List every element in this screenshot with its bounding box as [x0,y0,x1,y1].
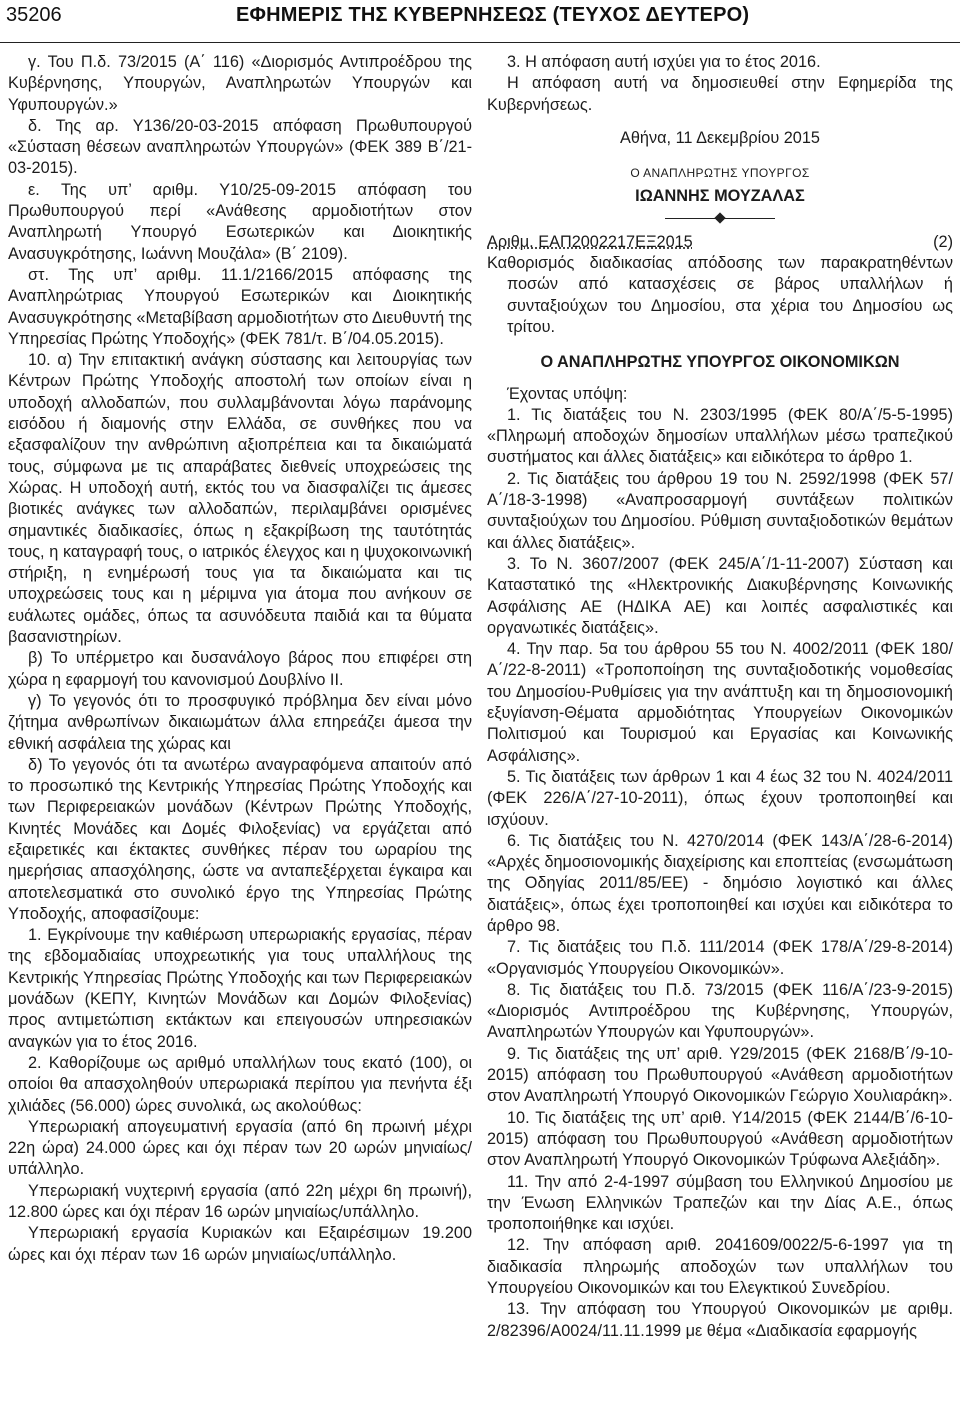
paragraph: 1. Εγκρίνουμε την καθιέρωση υπερωριακής εργασίας, πέραν της εβδομαδιαίας υποχρεωτικής για τους υπαλλήλους της Κεντρικής Υπηρεσίας Πρώτης Υποδοχής και των Περιφερειακών μονάδων (ΚΕΠΥ, Κινητών Μονάδων και Δομών Φιλοξενίας) προς αντιμετώπιση εκτάκτων και επειγουσών υπηρεσιακών αναγκών για το έτος 2016. [8,926,472,1051]
signatory-name: ΙΩΑΝΝΗΣ ΜΟΥΖΑΛΑΣ [635,187,805,206]
paragraph: Υπερωριακή νυχτερινή εργασία (από 22η μέχρι 6η πρωινή), 12.800 ώρες και όχι πέραν 16 ωρών μηνιαίως/υπάλληλο. [8,1181,472,1222]
paragraph: Υπερωριακή απογευματινή εργασία (από 6η πρωινή μέχρι 22η ώρα) 24.000 ώρες και όχι πέραν των 20 ωρών μηνιαίως/υπάλληλο. [8,1117,472,1179]
document-index: (2) [933,232,953,251]
document-heading [487,232,953,253]
paragraph: 10. α) Την επιτακτική ανάγκη σύστασης και λειτουργίας των Κέντρων Πρώτης Υποδοχής αποστολή των οποίων είναι η υποδοχή αλλοδαπών, που συλλαμβάνονται λόγω παράνομης εισόδου ή διαμονής στην Ελλάδα, σε συνθήκες που να εξασφαλίζουν την ανθρώπινη αξιοπρέπεια και τα δικαιώματά τους, σύμφωνα με τις απαράβατες διεθνείς υποχρεώσεις της Χώρας. Η υποδοχή αυτή, εκτός του να διασφαλίζει τις άμεσες βιοτικές ανάγκες των αλλοδαπών, περιλαμβάνει ορισμένες σημαντικές διαδικασίες, όπως η εξακρίβωση της ταυτότητάς τους, η καταγραφή τους, ο ιατρικός έλεγχος και η ψυχοκοινωνική στήριξη, η ενημέρωσή τους για τα δικαιώματα και τις υποχρεώσεις τους και η μέριμνα για άτομα που ανήκουν σε ευάλωτες ομάδες, όπως τα ασυνόδευτα παιδιά και τα θύματα βασανιστηρίων. [8,351,472,647]
list-item: 2. Τις διατάξεις του άρθρου 19 του Ν. 2592/1998 (ΦΕΚ 57/Α΄/18-3-1998) «Αναπροσαρμογή συντάξεων πολιτικών συνταξιούχων του Δημοσίου. Ρύθμιση συνταξιοδοτικών θεμάτων και άλλες διατάξεις». [487,469,953,552]
document-number: Αριθμ. ΕΑΠ2002217ΕΞ2015 [487,232,693,251]
list-item: 7. Τις διατάξεις του Π.δ. 111/2014 (ΦΕΚ 178/Α΄/29-8-2014) «Οργανισμός Υπουργείου Οικονομικών». [487,938,953,978]
paragraph: γ) Το γεγονός ότι το προσφυγικό πρόβλημα δεν είναι μόνο ζήτημα ανθρωπίνων δικαιωμάτων άλλα επηρεάζει άμεσα την εθνική ασφάλεια της χώρας και [8,691,472,753]
paragraph: Υπερωριακή εργασία Κυριακών και Εξαιρέσιμων 19.200 ώρες και όχι πέραν των 16 ωρών μηνιαίως/υπάλληλο. [8,1224,472,1264]
having-regard: Έχοντας υπόψη: [507,384,628,403]
paragraph: στ. Της υπ’ αριθμ. 11.1/2166/2015 απόφασης της Αναπληρώτριας Υπουργού Εσωτερικών και Διοικητικής Ανασυγκρότησης «Μεταβίβαση αρμοδιοτήτων στο Διευθυντή της Υπηρεσίας Πρώτης Υποδοχής» (ΦΕΚ 781/τ. Β΄/04.05.2015). [8,265,472,348]
paragraph: β) Το υπέρμετρο και δυσανάλογο βάρος που επιφέρει στη χώρα η εφαρμογή του κανονισμού Δουβλίνο ΙΙ. [8,649,472,689]
page-number: 35206 [6,4,62,26]
authority-heading: Ο ΑΝΑΠΛΗΡΩΤΗΣ ΥΠΟΥΡΓΟΣ ΟΙΚΟΝΟΜΙΚΩΝ [540,353,900,372]
signatory-title: Ο ΑΝΑΠΛΗΡΩΤΗΣ ΥΠΟΥΡΓΟΣ [630,166,810,181]
journal-title: ΕΦΗΜΕΡΙΣ ΤΗΣ ΚΥΒΕΡΝΗΣΕΩΣ (ΤΕΥΧΟΣ ΔΕΥΤΕΡΟ) [236,4,750,26]
paragraph: Η απόφαση αυτή να δημοσιευθεί στην Εφημερίδα της Κυβερνήσεως. [487,74,953,114]
paragraph: δ) Το γεγονός ότι τα ανωτέρω αναγραφόμενα απαιτούν από το προσωπικό της Κεντρικής Υπηρεσίας Πρώτης Υποδοχής και των Περιφερειακών μονάδων (Κέντρων Πρώτης Υποδοχής, Κινητές Μονάδες και Δομές Φιλοξενίας) να εργάζεται από εξαιρετικές και έκτακτες συνθήκες πέραν του ωραρίου της ημερήσιας απασχόλησης, ώστε να ανταπεξέρχεται έγκαιρα και αποτελεσματικά στο συνολικό έργο της Υπηρεσίας Πρώτης Υποδοχής, αποφασίζουμε: [8,755,472,923]
list-item: 4. Την παρ. 5α του άρθρου 55 του Ν. 4002/2011 (ΦΕΚ 180/Α΄/22-8-2011) «Τροποποίηση της συνταξιοδοτικής νομοθεσίας του Δημοσίου-Ρυθμίσεις για την ανάπτυξη και τη δημοσιονομική εξυγίανση-Θέματα αρμοδιότητας Υπουργείων Οικονομικών Πολιτισμού και Τουρισμού και Εργασίας και Κοινωνικής Ασφάλισης». [487,640,953,765]
list-item: 13. Την απόφαση του Υπουργού Οικονομικών με αριθμ. 2/82396/Α0024/11.11.1999 με θέμα «Διαδικασία εφαρμογής [487,1300,953,1340]
list-item: 5. Τις διατάξεις των άρθρων 1 και 4 έως 32 του Ν. 4024/2011 (ΦΕΚ 226/Α΄/27-10-2011), όπως έχουν τροποποιηθεί και ισχύουν. [487,767,953,829]
paragraph: δ. Της αρ. Υ136/20-03-2015 απόφαση Πρωθυπουργού «Σύσταση θέσεων αναπληρωτών Υπουργών» (ΦΕΚ 389 Β΄/21-03-2015). [8,116,472,178]
left-column [8,52,472,1266]
list-item: 12. Την απόφαση αριθ. 2041609/0022/5-6-1997 για τη διαδικασία πληρωμής αποδοχών των υπαλλήλων του Υπουργείου Οικονομικών και του Ελεγκτικού Συνεδρίου. [487,1236,953,1298]
list-item: 6. Τις διατάξεις του Ν. 4270/2014 (ΦΕΚ 143/Α΄/28-6-2014) «Αρχές δημοσιονομικής διαχείρισης και εποπτείας (ενσωμάτωση της Οδηγίας 2011/85/ΕΕ) - δημόσιο λογιστικό και άλλες διατάξεις», όπως έχει τροποποιηθεί και ισχύει και ειδικότερα το άρθρο 98. [487,831,953,935]
paragraph: 2. Καθορίζουμε ως αριθμό υπαλλήλων τους εκατό (100), οι οποίοι θα απασχοληθούν υπερωριακά περίπου για πενήντα έξι χιλιάδες (56.000) ώρες συνολικά, ως ακολούθως: [8,1053,472,1115]
list-item: 8. Τις διατάξεις του Π.δ. 73/2015 (ΦΕΚ 116/Α΄/23-9-2015) «Διορισμός Αντιπροέδρου της Κυβέρνησης, Υπουργών, Αναπληρωτών Υπουργών και Υφυπουργών». [487,980,953,1042]
paragraph: γ. Του Π.δ. 73/2015 (Α΄ 116) «Διορισμός Αντιπροέδρου της Κυβέρνησης, Υπουργών, Αναπληρωτών Υπουργών και Υφυπουργών.» [8,53,472,114]
page-header [0,0,960,43]
paragraph: ε. Της υπ’ αριθμ. Υ10/25-09-2015 απόφαση του Πρωθυπουργού περί «Ανάθεσης αρμοδιοτήτων στον Αναπληρωτή Υπουργό Εσωτερικών και Διοικητικής Ανασυγκρότησης, Ιωάννη Μουζάλα» (Β΄ 2109). [8,180,472,263]
paragraph: 3. Η απόφαση αυτή ισχύει για το έτος 2016. [507,53,821,71]
section-divider [665,212,775,226]
document-subject: Καθορισμός διαδικασίας απόδοσης των παρακρατηθέντων ποσών από κατασχέσεις σε βάρος υπαλλήλων ή συνταξιούχων του Δημοσίου, στα χέρια του Δημοσίου ως τρίτου. [487,254,953,336]
list-item: 10. Τις διατάξεις της υπ’ αριθ. Υ14/2015 (ΦΕΚ 2144/Β΄/6-10-2015) απόφαση του Πρωθυπουργού «Ανάθεση αρμοδιοτήτων στον Αναπληρωτή Υπουργό Οικονομικών Τρύφωνα Αλεξιάδη». [487,1108,953,1170]
list-item: 1. Τις διατάξεις του Ν. 2303/1995 (ΦΕΚ 80/Α΄/5-5-1995) «Πληρωμή αποδοχών δημοσίων υπαλλήλων μέσω τραπεζικού συστήματος και άλλες διατάξεις» και ειδικότερα το άρθρο 1. [487,405,953,467]
list-item: 9. Τις διατάξεις της υπ’ αριθ. Υ29/2015 (ΦΕΚ 2168/Β΄/9-10-2015) απόφαση του Πρωθυπουργού «Ανάθεση αρμοδιοτήτων στον Αναπληρωτή Υπουργό Οικονομικών Γεώργιο Χουλιαράκη». [487,1044,953,1106]
list-item: 11. Την από 2-4-1997 σύμβαση του Ελληνικού Δημοσίου με την Ένωση Ελληνικών Τραπεζών και την Δίας Α.Ε., όπως τροποποιήθηκε και ισχύει. [487,1172,953,1234]
diamond-icon [714,212,725,223]
right-column [487,52,953,1342]
place-date: Αθήνα, 11 Δεκεμβρίου 2015 [620,128,820,147]
list-item: 3. Το Ν. 3607/2007 (ΦΕΚ 245/Α΄/1-11-2007) Σύσταση και Καταστατικό της «Ηλεκτρονικής Διακυβέρνησης Κοινωνικής Ασφάλισης ΑΕ (ΗΔΙΚΑ ΑΕ) και λοιπές ασφαλιστικές και οργανωτικές διατάξεις». [487,554,953,637]
